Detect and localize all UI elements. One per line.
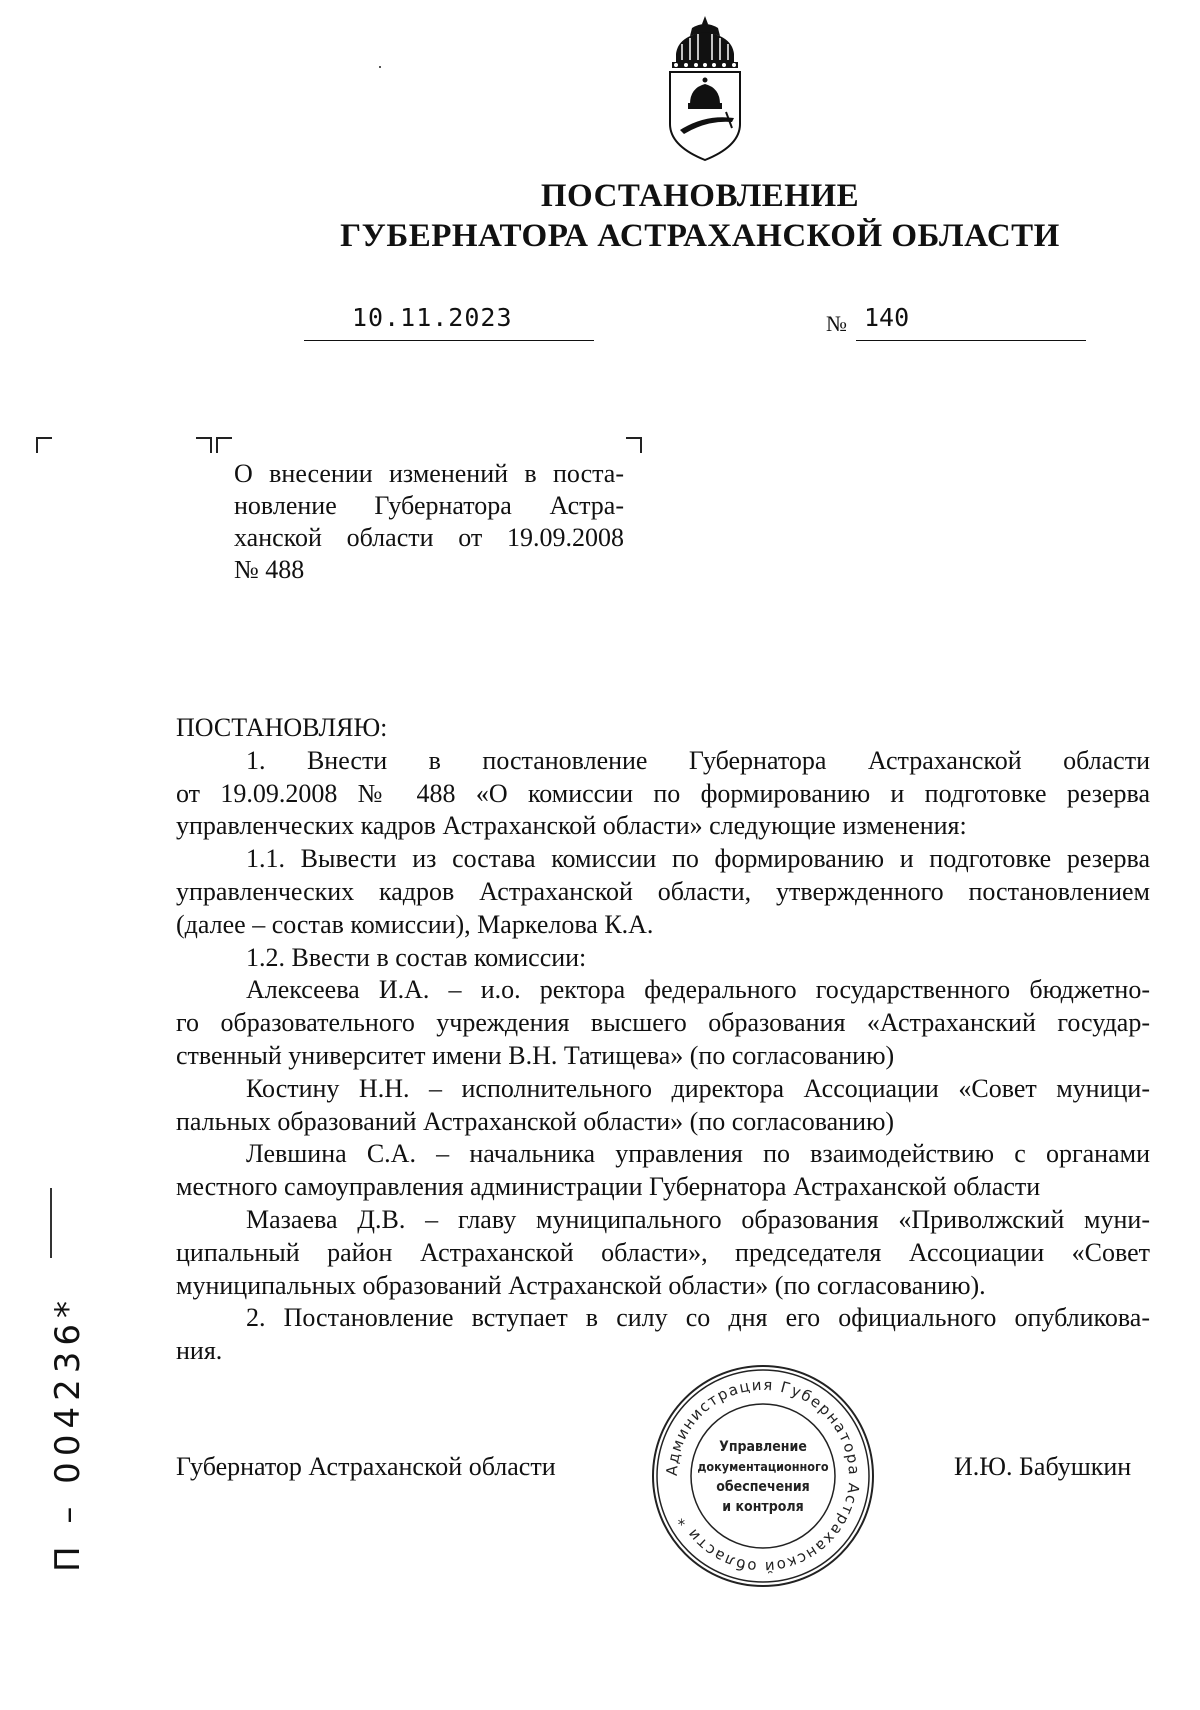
body-line: Левшина С.А. – начальника управления по взаимодействию с органами: [246, 1139, 1150, 1169]
corner-mark: [196, 437, 212, 453]
stamp-inner-line: и контроля: [722, 1499, 804, 1515]
body-line: управленческих кадров Астраханской области, утвержденного постановлением: [176, 876, 1150, 906]
body-line: местного самоуправления администрации Губернатора Астраханской области: [176, 1172, 1041, 1202]
body-line: Алексеева И.А. – и.о. ректора федерального государственного бюджетно-: [246, 975, 1150, 1005]
subject-line: О внесении изменений в поста-: [234, 459, 624, 488]
stamp-ring-text: Администрация Губернатора Астраханской области *: [662, 1375, 864, 1577]
document-issuer: ГУБЕРНАТОРА АСТРАХАНСКОЙ ОБЛАСТИ: [340, 218, 1060, 254]
signatory-position: Губернатор Астраханской области: [176, 1452, 556, 1481]
corner-mark: [626, 437, 642, 453]
registration-code: П – 004236*: [48, 1295, 88, 1572]
document-number: 140: [864, 303, 910, 332]
body-line: (далее – состав комиссии), Маркелова К.А.: [176, 909, 654, 939]
subject-line: № 488: [234, 555, 305, 584]
body-line: 1. Внести в постановление Губернатора Астраханской области: [246, 745, 1150, 775]
official-stamp: [650, 1363, 876, 1589]
subject-line: новление Губернатора Астра-: [234, 491, 624, 520]
body-line: пальных образований Астраханской области» (по согласованию): [176, 1106, 895, 1136]
body-line: ния.: [176, 1336, 223, 1366]
decree-word: ПОСТАНОВЛЯЮ:: [176, 713, 388, 742]
document-title: ПОСТАНОВЛЕНИЕ: [540, 178, 860, 214]
body-line: управленческих кадров Астраханской области» следующие изменения:: [176, 811, 967, 841]
subject-line: ханской области от 19.09.2008: [234, 523, 624, 552]
body-line: от 19.09.2008 № 488 «О комиссии по формированию и подготовке резерва: [176, 778, 1150, 808]
scan-artifact: [379, 66, 381, 68]
document-subject: [234, 458, 624, 586]
body-line: 1.1. Вывести из состава комиссии по формированию и подготовке резерва: [246, 844, 1150, 874]
body-line: 2. Постановление вступает в силу со дня его официального опубликова-: [246, 1303, 1150, 1333]
body-line: го образовательного учреждения высшего образования «Астраханский государ-: [176, 1008, 1150, 1038]
document-body: [176, 712, 1150, 1368]
body-line: 1.2. Ввести в состав комиссии:: [246, 942, 587, 972]
stamp-inner-line: Управление: [719, 1439, 807, 1455]
coat-of-arms-icon: [662, 14, 748, 164]
stamp-inner-line: документационного: [697, 1459, 829, 1474]
svg-text:Администрация Губернатора Астр: [663, 1376, 863, 1576]
body-line: Костину Н.Н. – исполнительного директора Ассоциации «Совет муници-: [246, 1073, 1150, 1103]
corner-mark: [216, 437, 232, 453]
date-underline: [304, 340, 594, 341]
corner-mark: [36, 437, 52, 453]
body-line: ципальный район Астраханской области», председателя Ассоциации «Совет: [176, 1237, 1150, 1267]
margin-mark: [50, 1188, 52, 1258]
number-underline: [856, 340, 1086, 341]
stamp-inner-line: обеспечения: [716, 1479, 810, 1495]
body-line: ственный университет имени В.Н. Татищева» (по согласованию): [176, 1040, 895, 1070]
body-line: Мазаева Д.В. – главу муниципального образования «Приволжский муни-: [246, 1204, 1150, 1234]
document-date: 10.11.2023: [352, 303, 513, 332]
signatory-name: И.Ю. Бабушкин: [954, 1452, 1132, 1481]
body-line: муниципальных образований Астраханской области» (по согласованию).: [176, 1270, 986, 1300]
number-sign: №: [826, 311, 847, 336]
